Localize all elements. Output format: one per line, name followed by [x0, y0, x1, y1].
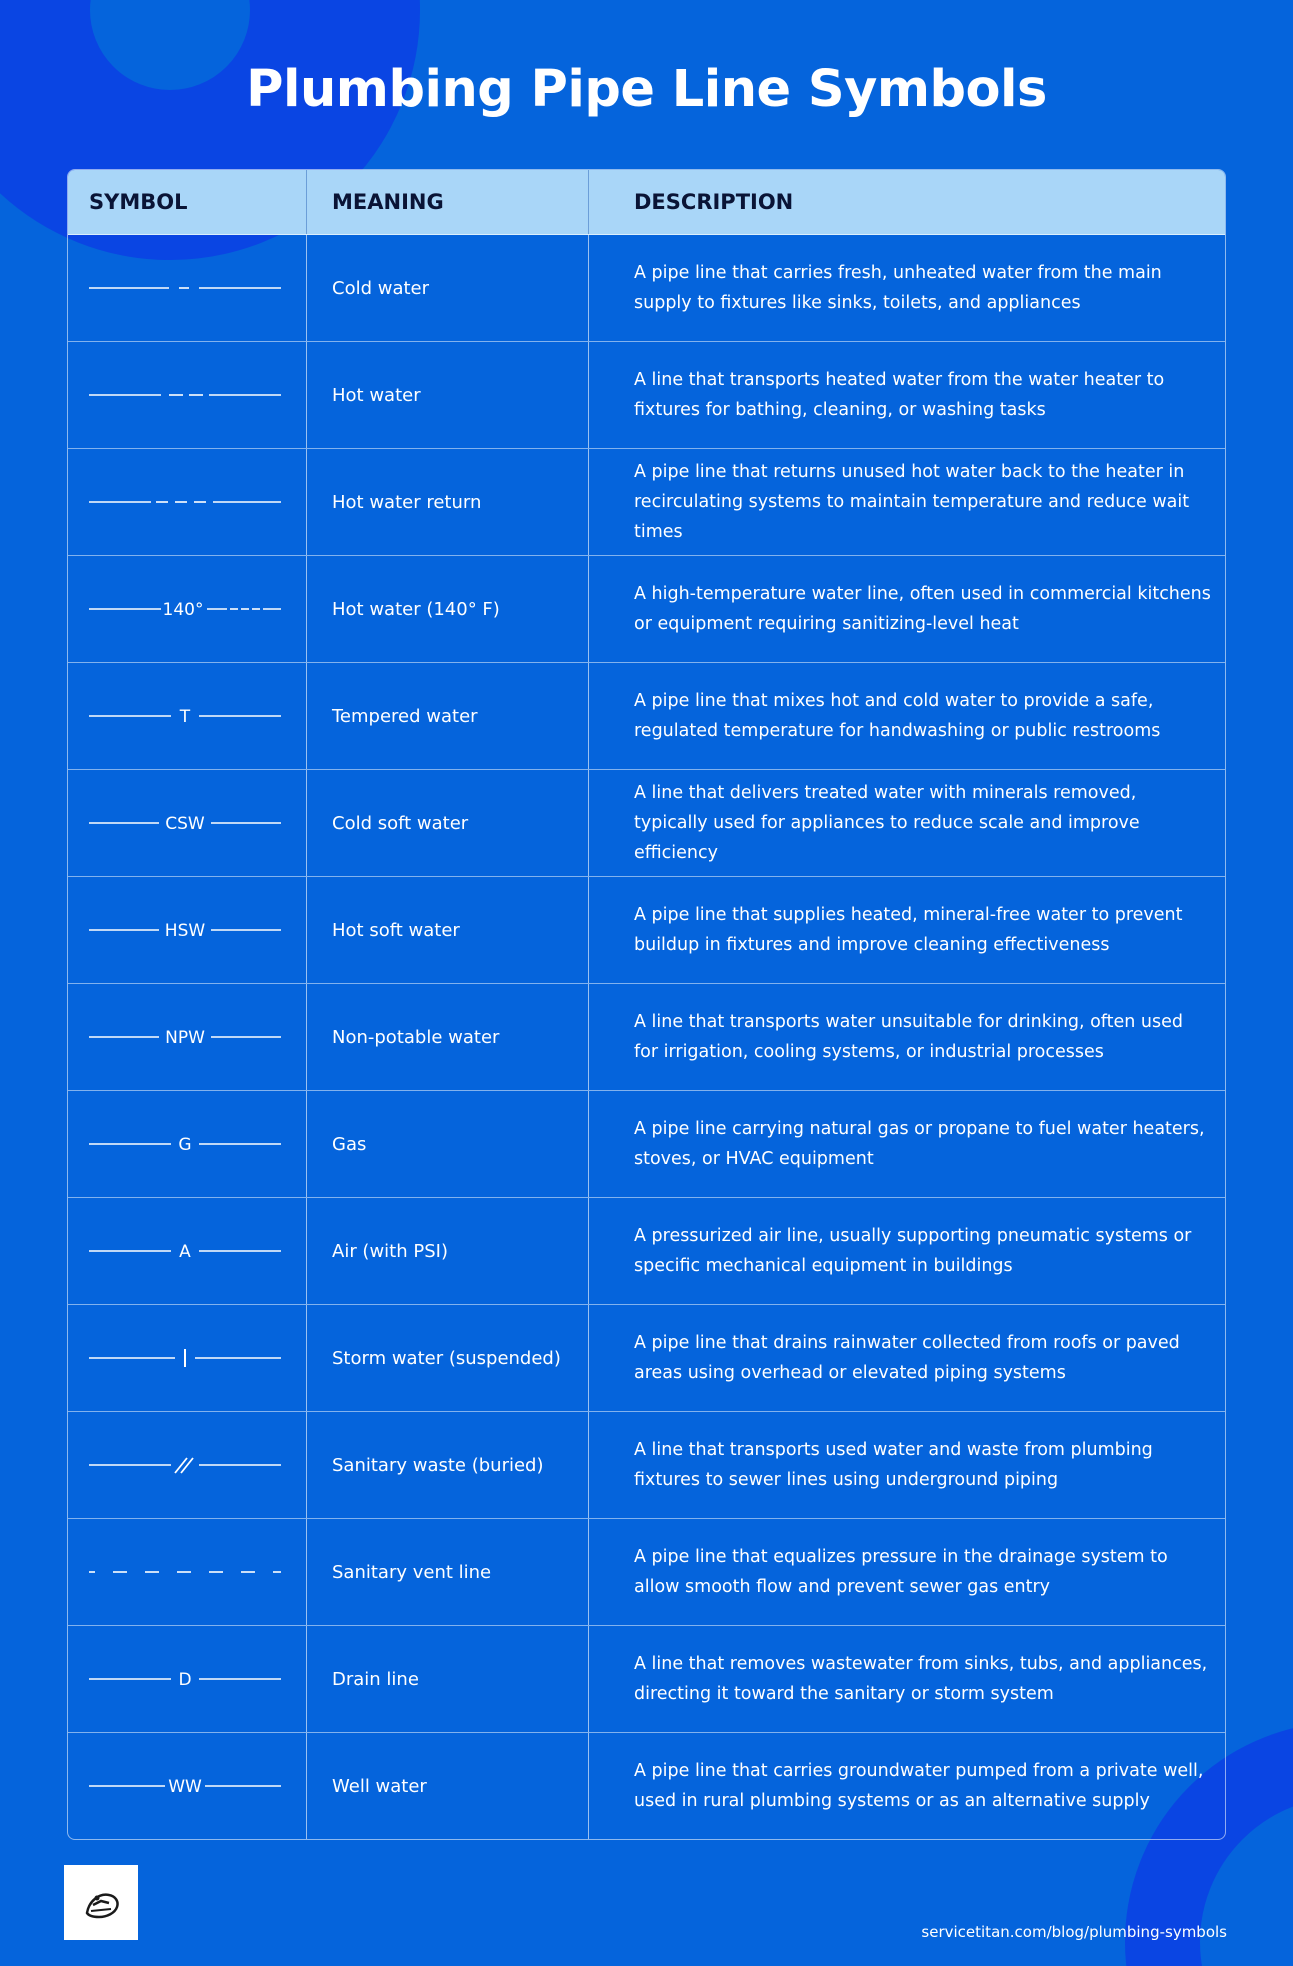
meaning-cell: Hot water — [307, 342, 589, 448]
description-cell: A pipe line that carries fresh, unheated water from the main supply to fixtures like sinks, toilets, and appliances — [634, 263, 1162, 313]
svg-text:G: G — [178, 1135, 192, 1154]
air-line-icon — [68, 1198, 307, 1304]
meaning-cell: Hot soft water — [307, 877, 589, 983]
description-cell: A line that delivers treated water with minerals removed, typically used for appliances to reduce scale and improve efficiency — [634, 783, 1140, 863]
hot-water-line-icon — [68, 342, 307, 448]
header-meaning: MEANING — [307, 170, 589, 234]
header-description: DESCRIPTION — [634, 190, 794, 214]
header-symbol: SYMBOL — [68, 170, 307, 234]
svg-text:140°: 140° — [162, 600, 204, 619]
source-url: servicetitan.com/blog/plumbing-symbols — [921, 1923, 1227, 1941]
cold-water-line-icon — [68, 235, 307, 341]
table-row — [68, 449, 1225, 556]
meaning-cell: Sanitary waste (buried) — [307, 1412, 589, 1518]
description-cell: A pipe line that mixes hot and cold water to provide a safe, regulated temperature for handwashing or public restrooms — [634, 691, 1161, 741]
meaning-cell: Gas — [307, 1091, 589, 1197]
meaning-cell: Hot water return — [307, 449, 589, 555]
table-row — [68, 235, 1225, 342]
symbols-table — [67, 169, 1226, 1840]
meaning-cell: Cold soft water — [307, 770, 589, 876]
meaning-cell: Drain line — [307, 1626, 589, 1732]
svg-text:HSW: HSW — [164, 921, 206, 940]
tempered-water-line-icon — [68, 663, 307, 769]
hot-water-140-line-icon — [68, 556, 307, 662]
description-cell: A high-temperature water line, often used in commercial kitchens or equipment requiring sanitizing-level heat — [634, 584, 1211, 634]
table-body — [68, 235, 1225, 1839]
meaning-cell: Storm water (suspended) — [307, 1305, 589, 1411]
table-row — [68, 663, 1225, 770]
description-cell: A pipe line that equalizes pressure in the drainage system to allow smooth flow and prevent sewer gas entry — [634, 1547, 1168, 1597]
table-row — [68, 1733, 1225, 1839]
svg-text:CSW: CSW — [165, 814, 205, 833]
meaning-cell: Sanitary vent line — [307, 1519, 589, 1625]
table-row — [68, 556, 1225, 663]
table-header — [68, 170, 1225, 235]
table-row — [68, 770, 1225, 877]
description-cell: A line that transports heated water from the water heater to fixtures for bathing, cleaning, or washing tasks — [634, 370, 1165, 420]
description-cell: A line that transports water unsuitable for drinking, often used for irrigation, cooling systems, or industrial processes — [634, 1012, 1184, 1062]
well-water-line-icon — [68, 1733, 307, 1839]
meaning-cell: Tempered water — [307, 663, 589, 769]
description-cell: A pressurized air line, usually supporting pneumatic systems or specific mechanical equipment in buildings — [634, 1226, 1192, 1276]
table-row — [68, 877, 1225, 984]
description-cell: A pipe line that returns unused hot water back to the heater in recirculating systems to maintain temperature and reduce wait times — [634, 462, 1190, 542]
svg-text:T: T — [179, 707, 191, 726]
hot-soft-water-line-icon — [68, 877, 307, 983]
svg-text:NPW: NPW — [165, 1028, 205, 1047]
description-cell: A pipe line that carries groundwater pumped from a private well, used in rural plumbing systems or as an alternative supply — [634, 1761, 1204, 1811]
sanitary-vent-line-icon — [68, 1519, 307, 1625]
table-row — [68, 1198, 1225, 1305]
table-row — [68, 342, 1225, 449]
hot-water-return-line-icon — [68, 449, 307, 555]
table-row — [68, 984, 1225, 1091]
cold-soft-water-line-icon — [68, 770, 307, 876]
svg-text:WW: WW — [168, 1777, 202, 1796]
gas-line-icon — [68, 1091, 307, 1197]
description-cell: A line that removes wastewater from sinks, tubs, and appliances, directing it toward the sanitary or storm system — [634, 1654, 1208, 1704]
non-potable-water-line-icon — [68, 984, 307, 1090]
meaning-cell: Cold water — [307, 235, 589, 341]
description-cell: A pipe line that supplies heated, mineral-free water to prevent buildup in fixtures and improve cleaning effectiveness — [634, 905, 1183, 955]
servicetitan-logo-icon — [64, 1865, 138, 1940]
description-cell: A pipe line carrying natural gas or propane to fuel water heaters, stoves, or HVAC equipment — [634, 1119, 1205, 1169]
table-row — [68, 1412, 1225, 1519]
description-cell: A line that transports used water and waste from plumbing fixtures to sewer lines using underground piping — [634, 1440, 1153, 1490]
drain-line-icon — [68, 1626, 307, 1732]
page-title: Plumbing Pipe Line Symbols — [246, 60, 1047, 119]
svg-text:D: D — [178, 1670, 192, 1689]
description-cell: A pipe line that drains rainwater collected from roofs or paved areas using overhead or elevated piping systems — [634, 1333, 1180, 1383]
table-row — [68, 1091, 1225, 1198]
table-row — [68, 1519, 1225, 1626]
meaning-cell: Well water — [307, 1733, 589, 1839]
storm-water-line-icon — [68, 1305, 307, 1411]
meaning-cell: Air (with PSI) — [307, 1198, 589, 1304]
table-row — [68, 1626, 1225, 1733]
sanitary-waste-line-icon — [68, 1412, 307, 1518]
svg-text:A: A — [179, 1242, 191, 1261]
table-row — [68, 1305, 1225, 1412]
meaning-cell: Hot water (140° F) — [307, 556, 589, 662]
meaning-cell: Non-potable water — [307, 984, 589, 1090]
